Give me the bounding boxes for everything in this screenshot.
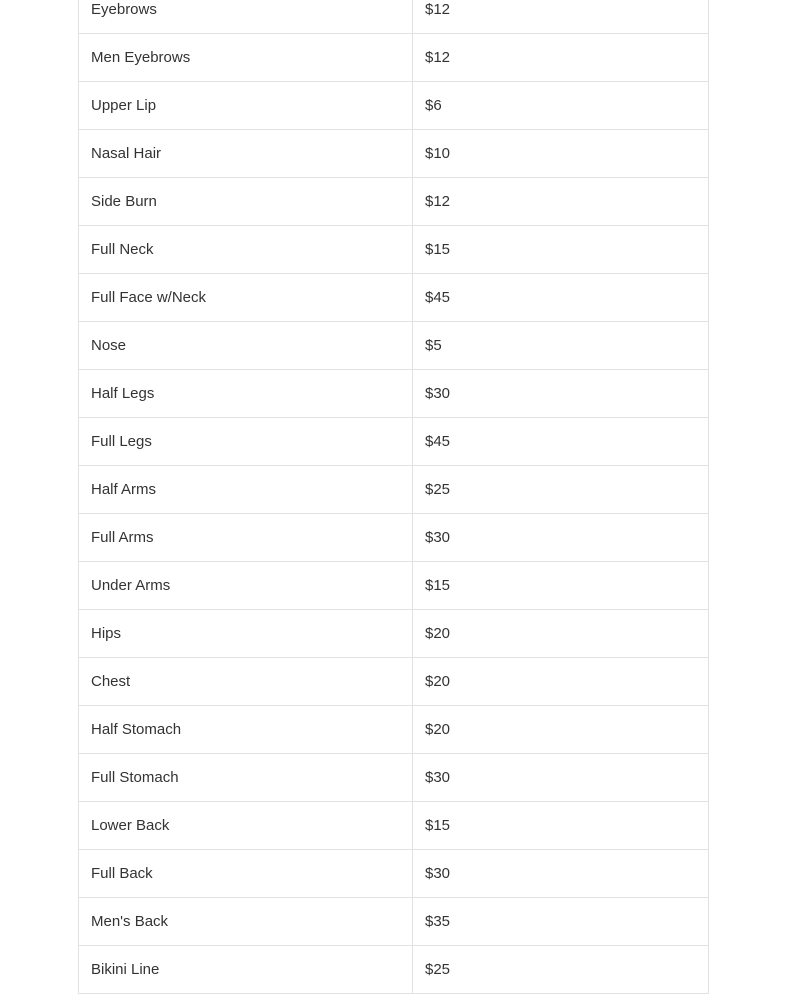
price-cell: $12 <box>413 178 709 226</box>
service-name-cell: Side Burn <box>79 178 413 226</box>
service-name-cell: Bikini Line <box>79 946 413 994</box>
table-row <box>79 562 709 610</box>
service-name-cell: Men Eyebrows <box>79 34 413 82</box>
table-row <box>79 370 709 418</box>
table-row <box>79 274 709 322</box>
price-cell: $20 <box>413 610 709 658</box>
price-cell: $30 <box>413 370 709 418</box>
table-row <box>79 34 709 82</box>
table-row <box>79 418 709 466</box>
table-row <box>79 706 709 754</box>
table-row <box>79 466 709 514</box>
price-cell: $5 <box>413 322 709 370</box>
table-row <box>79 0 709 34</box>
price-cell: $6 <box>413 82 709 130</box>
price-cell: $25 <box>413 946 709 994</box>
service-name-cell: Full Arms <box>79 514 413 562</box>
service-name-cell: Half Stomach <box>79 706 413 754</box>
price-cell: $20 <box>413 658 709 706</box>
price-cell: $45 <box>413 418 709 466</box>
price-cell: $45 <box>413 274 709 322</box>
table-row <box>79 610 709 658</box>
price-cell: $30 <box>413 754 709 802</box>
price-cell: $15 <box>413 562 709 610</box>
service-name-cell: Half Arms <box>79 466 413 514</box>
service-name-cell: Eyebrows <box>79 0 413 34</box>
table-row <box>79 946 709 994</box>
price-cell: $35 <box>413 898 709 946</box>
service-name-cell: Full Neck <box>79 226 413 274</box>
service-name-cell: Upper Lip <box>79 82 413 130</box>
service-name-cell: Full Back <box>79 850 413 898</box>
price-cell: $15 <box>413 226 709 274</box>
price-cell: $10 <box>413 130 709 178</box>
price-cell: $20 <box>413 706 709 754</box>
table-row <box>79 226 709 274</box>
table-row <box>79 850 709 898</box>
service-name-cell: Chest <box>79 658 413 706</box>
service-name-cell: Lower Back <box>79 802 413 850</box>
price-cell: $30 <box>413 514 709 562</box>
service-name-cell: Men's Back <box>79 898 413 946</box>
price-cell: $12 <box>413 34 709 82</box>
table-row <box>79 322 709 370</box>
service-name-cell: Nasal Hair <box>79 130 413 178</box>
service-name-cell: Under Arms <box>79 562 413 610</box>
price-cell: $15 <box>413 802 709 850</box>
service-name-cell: Half Legs <box>79 370 413 418</box>
table-row <box>79 514 709 562</box>
service-name-cell: Full Stomach <box>79 754 413 802</box>
service-name-cell: Nose <box>79 322 413 370</box>
table-row <box>79 658 709 706</box>
table-row <box>79 898 709 946</box>
table-row <box>79 802 709 850</box>
table-row <box>79 82 709 130</box>
table-row <box>79 178 709 226</box>
price-cell: $25 <box>413 466 709 514</box>
price-cell: $30 <box>413 850 709 898</box>
price-cell: $12 <box>413 0 709 34</box>
service-name-cell: Hips <box>79 610 413 658</box>
service-name-cell: Full Face w/Neck <box>79 274 413 322</box>
table-row <box>79 754 709 802</box>
price-table-body <box>79 0 709 994</box>
price-table <box>78 0 709 994</box>
service-name-cell: Full Legs <box>79 418 413 466</box>
table-row <box>79 130 709 178</box>
